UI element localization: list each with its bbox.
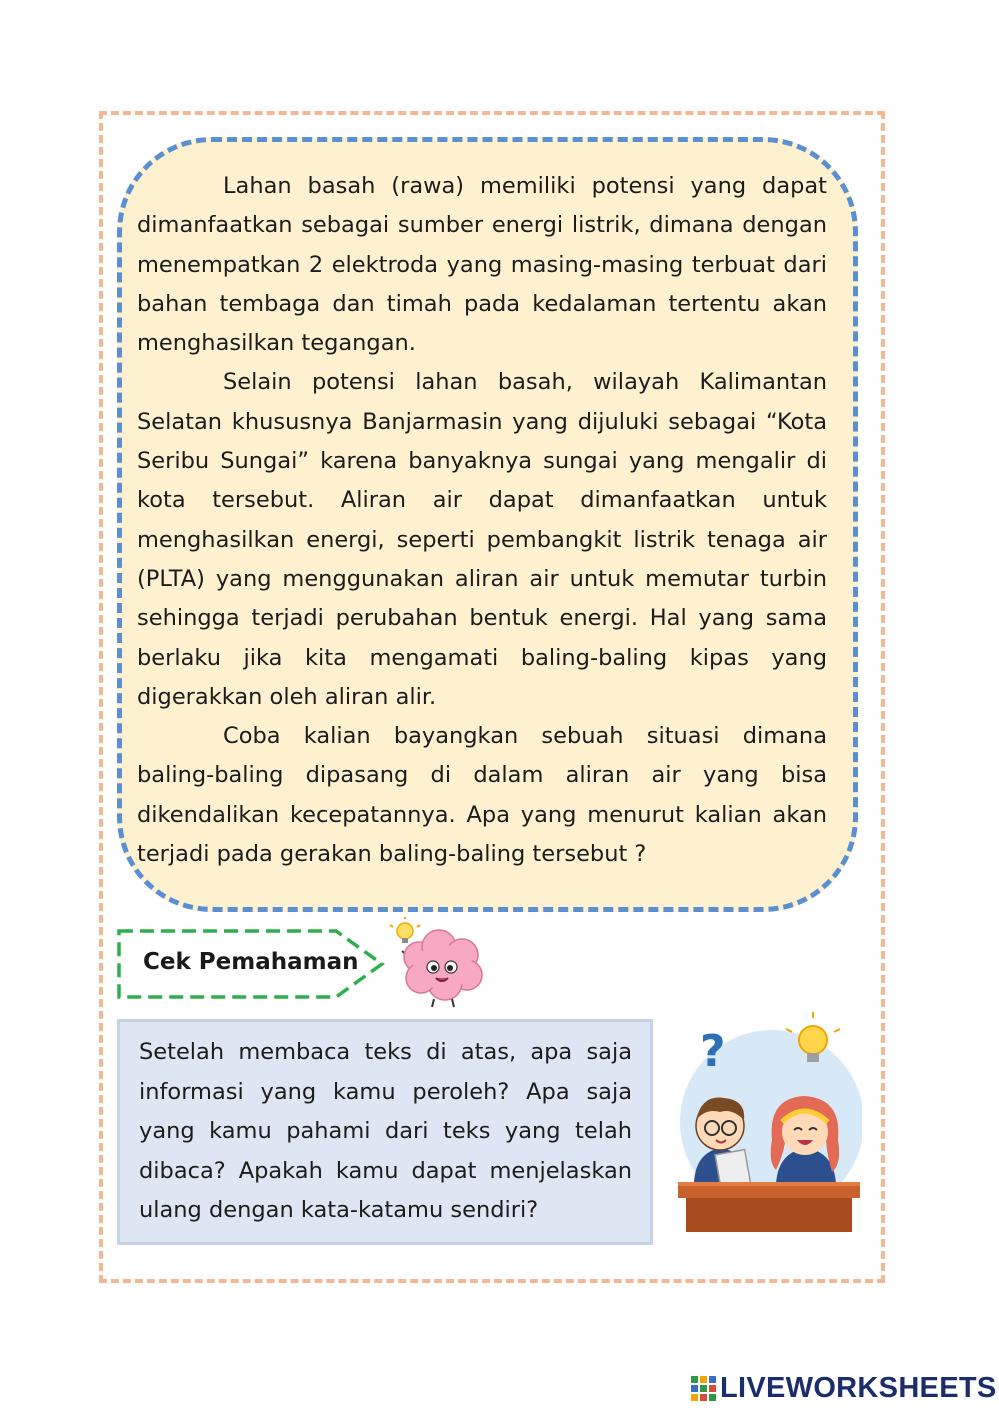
paragraph-3: Coba kalian bayangkan sebuah situasi dimana baling-baling dipasang di dalam aliran air yang bisa dikendalikan kecepatannya. Apa yang menurut kalian akan terjadi pada gerakan baling-baling tersebut ? [137,723,827,868]
logo-mark-icon [690,1374,718,1402]
liveworksheets-logo [690,1372,997,1404]
logo-text: LIVEWORKSHEETS [720,1371,997,1404]
students-thinking-icon [676,1012,862,1234]
brain-mascot-icon [389,917,491,1009]
section-heading: Cek Pemahaman [143,949,359,975]
question-mark-text: ? [700,1026,726,1077]
paragraph-2: Selain potensi lahan basah, wilayah Kalimantan Selatan khususnya Banjarmasin yang dijuluki sebagai “Kota Seribu Sungai” karena banyaknya sungai yang mengalir di kota tersebut. Aliran air dapat dimanfaatkan untuk menghasilkan energi, seperti pembangkit listrik tenaga air (PLTA) yang menggunakan aliran air untuk memutar turbin sehingga terjadi perubahan bentuk energi. Hal yang sama berlaku jika kita mengamati baling-baling kipas yang digerakkan oleh aliran alir. [137,369,827,710]
question-paragraph: Setelah membaca teks di atas, apa saja informasi yang kamu peroleh? Apa saja yang kamu pahami dari teks yang telah dibaca? Apakah kamu dapat menjelaskan ulang dengan kata-katamu sendiri? [139,1039,632,1223]
question-text [139,1033,632,1231]
reading-text [137,167,827,874]
paragraph-1: Lahan basah (rawa) memiliki potensi yang dapat dimanfaatkan sebagai sumber energi listrik, dimana dengan menempatkan 2 elektroda yang masing-masing terbuat dari bahan tembaga dan timah pada kedalaman tertentu akan menghasilkan tegangan. [137,173,827,357]
